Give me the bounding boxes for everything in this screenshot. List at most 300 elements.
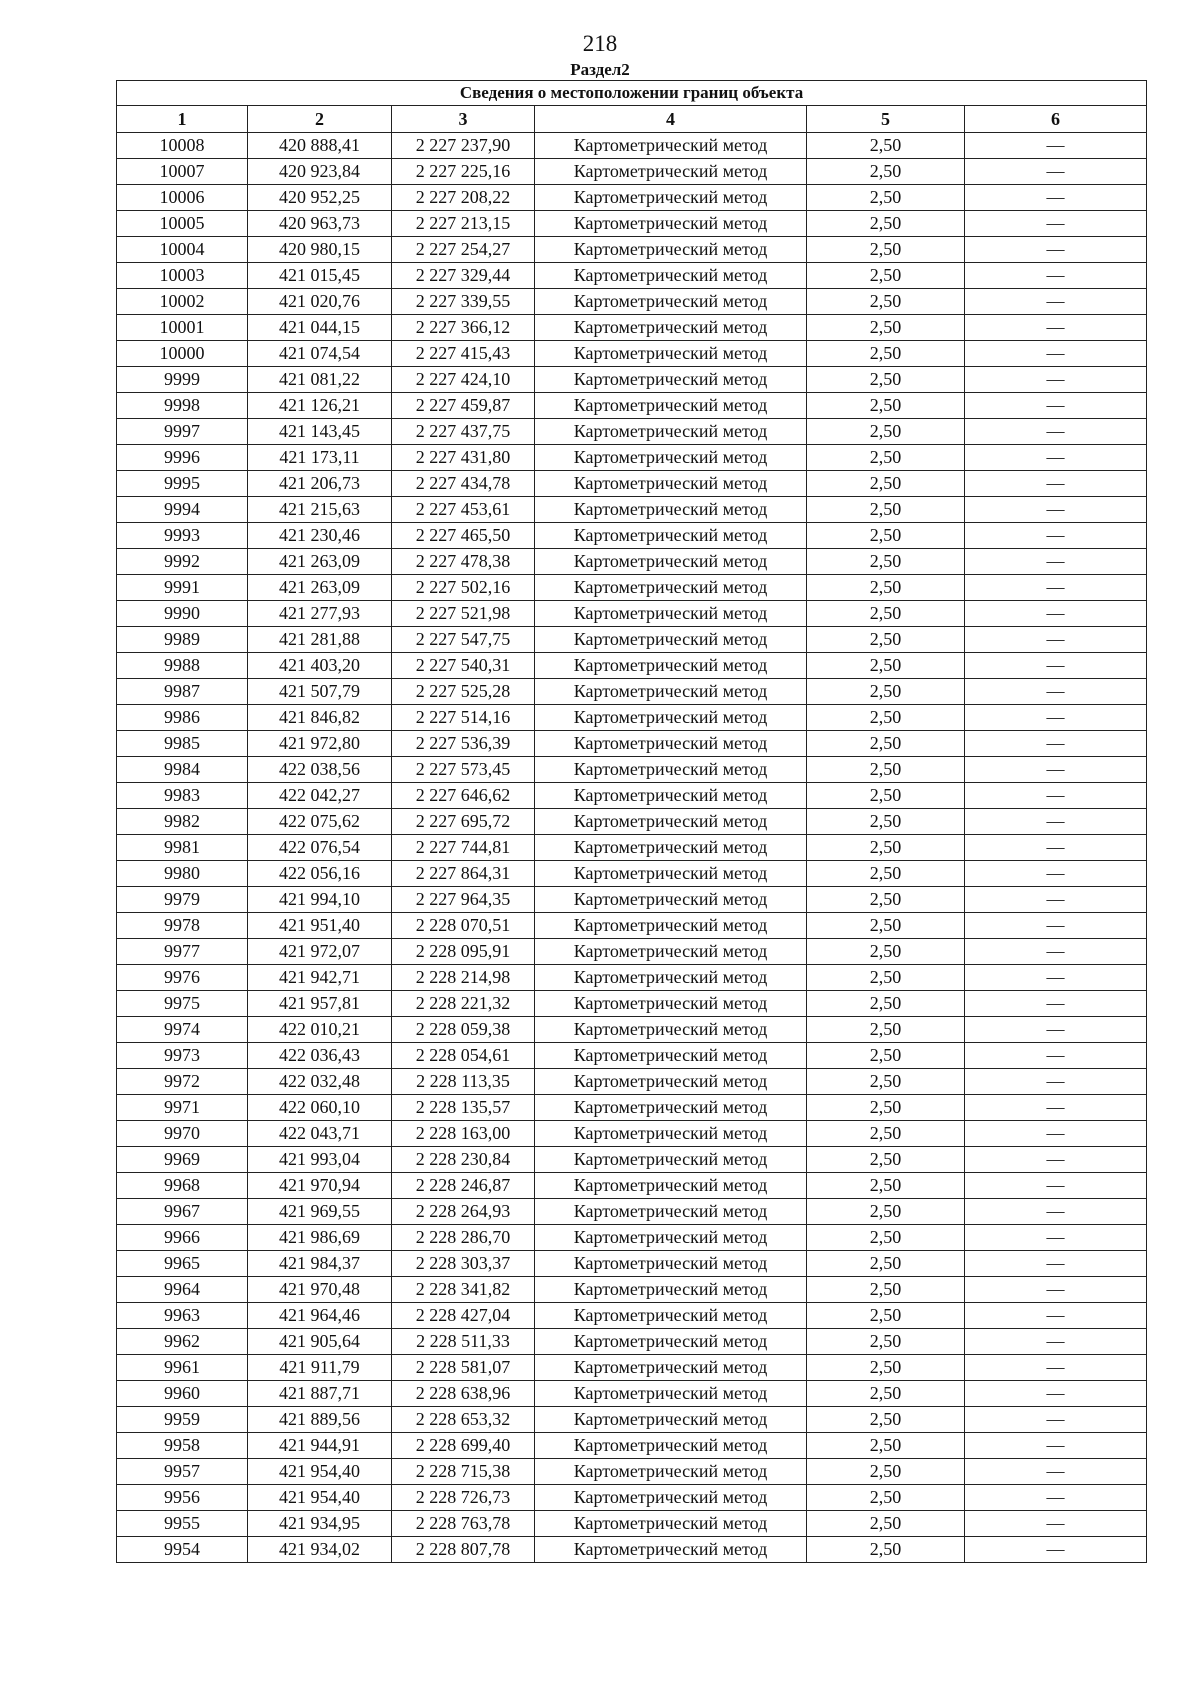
accuracy-cell: 2,50	[807, 939, 965, 965]
point-number-cell: 9973	[117, 1043, 248, 1069]
method-cell: Картометрический метод	[535, 913, 807, 939]
point-number-cell: 9977	[117, 939, 248, 965]
method-cell: Картометрический метод	[535, 289, 807, 315]
y-coordinate-cell: 2 227 213,15	[392, 211, 535, 237]
accuracy-cell: 2,50	[807, 1225, 965, 1251]
y-coordinate-cell: 2 227 225,16	[392, 159, 535, 185]
y-coordinate-cell: 2 228 095,91	[392, 939, 535, 965]
y-coordinate-cell: 2 227 525,28	[392, 679, 535, 705]
description-cell: —	[965, 887, 1147, 913]
table-row	[117, 601, 1147, 627]
description-cell: —	[965, 1485, 1147, 1511]
description-cell: —	[965, 1381, 1147, 1407]
method-cell: Картометрический метод	[535, 601, 807, 627]
method-cell: Картометрический метод	[535, 731, 807, 757]
y-coordinate-cell: 2 228 070,51	[392, 913, 535, 939]
accuracy-cell: 2,50	[807, 627, 965, 653]
accuracy-cell: 2,50	[807, 211, 965, 237]
accuracy-cell: 2,50	[807, 1199, 965, 1225]
point-number-cell: 9978	[117, 913, 248, 939]
y-coordinate-cell: 2 228 054,61	[392, 1043, 535, 1069]
point-number-cell: 10007	[117, 159, 248, 185]
x-coordinate-cell: 421 230,46	[248, 523, 392, 549]
method-cell: Картометрический метод	[535, 1225, 807, 1251]
x-coordinate-cell: 422 056,16	[248, 861, 392, 887]
x-coordinate-cell: 421 984,37	[248, 1251, 392, 1277]
y-coordinate-cell: 2 227 514,16	[392, 705, 535, 731]
method-cell: Картометрический метод	[535, 965, 807, 991]
description-cell: —	[965, 315, 1147, 341]
table-row	[117, 1381, 1147, 1407]
table-row	[117, 679, 1147, 705]
description-cell: —	[965, 1355, 1147, 1381]
method-cell: Картометрический метод	[535, 159, 807, 185]
accuracy-cell: 2,50	[807, 289, 965, 315]
table-row	[117, 1173, 1147, 1199]
description-cell: —	[965, 1433, 1147, 1459]
point-number-cell: 9961	[117, 1355, 248, 1381]
description-cell: —	[965, 575, 1147, 601]
y-coordinate-cell: 2 227 437,75	[392, 419, 535, 445]
description-cell: —	[965, 861, 1147, 887]
description-cell: —	[965, 731, 1147, 757]
method-cell: Картометрический метод	[535, 445, 807, 471]
method-cell: Картометрический метод	[535, 419, 807, 445]
method-cell: Картометрический метод	[535, 575, 807, 601]
x-coordinate-cell: 421 889,56	[248, 1407, 392, 1433]
point-number-cell: 10000	[117, 341, 248, 367]
accuracy-cell: 2,50	[807, 1381, 965, 1407]
method-cell: Картометрический метод	[535, 809, 807, 835]
x-coordinate-cell: 422 036,43	[248, 1043, 392, 1069]
y-coordinate-cell: 2 227 521,98	[392, 601, 535, 627]
point-number-cell: 9981	[117, 835, 248, 861]
table-row	[117, 1147, 1147, 1173]
y-coordinate-cell: 2 227 695,72	[392, 809, 535, 835]
point-number-cell: 9957	[117, 1459, 248, 1485]
y-coordinate-cell: 2 227 646,62	[392, 783, 535, 809]
y-coordinate-cell: 2 227 208,22	[392, 185, 535, 211]
x-coordinate-cell: 421 126,21	[248, 393, 392, 419]
column-header-5: 5	[807, 106, 965, 133]
point-number-cell: 9971	[117, 1095, 248, 1121]
table-body	[117, 133, 1147, 1563]
method-cell: Картометрический метод	[535, 1459, 807, 1485]
accuracy-cell: 2,50	[807, 1121, 965, 1147]
method-cell: Картометрический метод	[535, 705, 807, 731]
method-cell: Картометрический метод	[535, 1277, 807, 1303]
table-row	[117, 1225, 1147, 1251]
y-coordinate-cell: 2 227 424,10	[392, 367, 535, 393]
table-row	[117, 237, 1147, 263]
table-row	[117, 1459, 1147, 1485]
description-cell: —	[965, 367, 1147, 393]
y-coordinate-cell: 2 227 453,61	[392, 497, 535, 523]
description-cell: —	[965, 1303, 1147, 1329]
table-row	[117, 1095, 1147, 1121]
method-cell: Картометрический метод	[535, 627, 807, 653]
description-cell: —	[965, 133, 1147, 159]
y-coordinate-cell: 2 227 237,90	[392, 133, 535, 159]
description-cell: —	[965, 263, 1147, 289]
x-coordinate-cell: 421 934,95	[248, 1511, 392, 1537]
x-coordinate-cell: 421 972,07	[248, 939, 392, 965]
x-coordinate-cell: 420 952,25	[248, 185, 392, 211]
description-cell: —	[965, 341, 1147, 367]
y-coordinate-cell: 2 228 230,84	[392, 1147, 535, 1173]
y-coordinate-cell: 2 227 254,27	[392, 237, 535, 263]
point-number-cell: 9984	[117, 757, 248, 783]
boundary-coordinates-table	[116, 80, 1147, 1563]
method-cell: Картометрический метод	[535, 1303, 807, 1329]
table-row	[117, 1199, 1147, 1225]
y-coordinate-cell: 2 227 434,78	[392, 471, 535, 497]
description-cell: —	[965, 523, 1147, 549]
table-row	[117, 1121, 1147, 1147]
table-row	[117, 939, 1147, 965]
table-row	[117, 1043, 1147, 1069]
x-coordinate-cell: 421 206,73	[248, 471, 392, 497]
point-number-cell: 9991	[117, 575, 248, 601]
accuracy-cell: 2,50	[807, 835, 965, 861]
x-coordinate-cell: 421 143,45	[248, 419, 392, 445]
accuracy-cell: 2,50	[807, 471, 965, 497]
description-cell: —	[965, 965, 1147, 991]
x-coordinate-cell: 421 970,94	[248, 1173, 392, 1199]
accuracy-cell: 2,50	[807, 367, 965, 393]
y-coordinate-cell: 2 227 573,45	[392, 757, 535, 783]
accuracy-cell: 2,50	[807, 1277, 965, 1303]
accuracy-cell: 2,50	[807, 159, 965, 185]
x-coordinate-cell: 421 986,69	[248, 1225, 392, 1251]
y-coordinate-cell: 2 227 366,12	[392, 315, 535, 341]
table-row	[117, 1407, 1147, 1433]
point-number-cell: 9999	[117, 367, 248, 393]
y-coordinate-cell: 2 227 415,43	[392, 341, 535, 367]
table-row	[117, 1251, 1147, 1277]
y-coordinate-cell: 2 228 246,87	[392, 1173, 535, 1199]
point-number-cell: 9955	[117, 1511, 248, 1537]
description-cell: —	[965, 913, 1147, 939]
accuracy-cell: 2,50	[807, 237, 965, 263]
x-coordinate-cell: 421 281,88	[248, 627, 392, 653]
x-coordinate-cell: 422 032,48	[248, 1069, 392, 1095]
description-cell: —	[965, 419, 1147, 445]
method-cell: Картометрический метод	[535, 1433, 807, 1459]
method-cell: Картометрический метод	[535, 315, 807, 341]
description-cell: —	[965, 757, 1147, 783]
point-number-cell: 10005	[117, 211, 248, 237]
method-cell: Картометрический метод	[535, 991, 807, 1017]
description-cell: —	[965, 1225, 1147, 1251]
description-cell: —	[965, 835, 1147, 861]
table-row	[117, 913, 1147, 939]
y-coordinate-cell: 2 227 502,16	[392, 575, 535, 601]
y-coordinate-cell: 2 228 135,57	[392, 1095, 535, 1121]
accuracy-cell: 2,50	[807, 1017, 965, 1043]
table-row	[117, 211, 1147, 237]
accuracy-cell: 2,50	[807, 263, 965, 289]
accuracy-cell: 2,50	[807, 185, 965, 211]
x-coordinate-cell: 422 042,27	[248, 783, 392, 809]
accuracy-cell: 2,50	[807, 913, 965, 939]
accuracy-cell: 2,50	[807, 1069, 965, 1095]
table-row	[117, 263, 1147, 289]
method-cell: Картометрический метод	[535, 939, 807, 965]
table-caption-row	[117, 81, 1147, 106]
table-row	[117, 757, 1147, 783]
method-cell: Картометрический метод	[535, 211, 807, 237]
point-number-cell: 10001	[117, 315, 248, 341]
accuracy-cell: 2,50	[807, 1173, 965, 1199]
column-header-2: 2	[248, 106, 392, 133]
x-coordinate-cell: 421 957,81	[248, 991, 392, 1017]
point-number-cell: 9967	[117, 1199, 248, 1225]
table-row	[117, 861, 1147, 887]
point-number-cell: 9958	[117, 1433, 248, 1459]
y-coordinate-cell: 2 228 581,07	[392, 1355, 535, 1381]
point-number-cell: 9992	[117, 549, 248, 575]
x-coordinate-cell: 421 074,54	[248, 341, 392, 367]
accuracy-cell: 2,50	[807, 1459, 965, 1485]
x-coordinate-cell: 421 911,79	[248, 1355, 392, 1381]
y-coordinate-cell: 2 227 459,87	[392, 393, 535, 419]
x-coordinate-cell: 421 951,40	[248, 913, 392, 939]
accuracy-cell: 2,50	[807, 783, 965, 809]
y-coordinate-cell: 2 227 431,80	[392, 445, 535, 471]
x-coordinate-cell: 420 980,15	[248, 237, 392, 263]
method-cell: Картометрический метод	[535, 549, 807, 575]
x-coordinate-cell: 421 015,45	[248, 263, 392, 289]
description-cell: —	[965, 1095, 1147, 1121]
accuracy-cell: 2,50	[807, 991, 965, 1017]
table-row	[117, 1277, 1147, 1303]
table-row	[117, 471, 1147, 497]
x-coordinate-cell: 420 923,84	[248, 159, 392, 185]
method-cell: Картометрический метод	[535, 1511, 807, 1537]
table-row	[117, 445, 1147, 471]
x-coordinate-cell: 421 846,82	[248, 705, 392, 731]
description-cell: —	[965, 653, 1147, 679]
method-cell: Картометрический метод	[535, 1173, 807, 1199]
table-row	[117, 523, 1147, 549]
point-number-cell: 9986	[117, 705, 248, 731]
point-number-cell: 9980	[117, 861, 248, 887]
table-caption: Сведения о местоположении границ объекта	[117, 81, 1147, 106]
y-coordinate-cell: 2 228 511,33	[392, 1329, 535, 1355]
method-cell: Картометрический метод	[535, 1147, 807, 1173]
description-cell: —	[965, 471, 1147, 497]
table-row	[117, 549, 1147, 575]
y-coordinate-cell: 2 228 286,70	[392, 1225, 535, 1251]
description-cell: —	[965, 393, 1147, 419]
x-coordinate-cell: 421 954,40	[248, 1459, 392, 1485]
accuracy-cell: 2,50	[807, 601, 965, 627]
point-number-cell: 9988	[117, 653, 248, 679]
point-number-cell: 9989	[117, 627, 248, 653]
point-number-cell: 9987	[117, 679, 248, 705]
x-coordinate-cell: 421 969,55	[248, 1199, 392, 1225]
table-row	[117, 367, 1147, 393]
table-row	[117, 289, 1147, 315]
point-number-cell: 10004	[117, 237, 248, 263]
point-number-cell: 9964	[117, 1277, 248, 1303]
method-cell: Картометрический метод	[535, 757, 807, 783]
x-coordinate-cell: 421 215,63	[248, 497, 392, 523]
point-number-cell: 9995	[117, 471, 248, 497]
point-number-cell: 9979	[117, 887, 248, 913]
description-cell: —	[965, 939, 1147, 965]
accuracy-cell: 2,50	[807, 549, 965, 575]
y-coordinate-cell: 2 228 214,98	[392, 965, 535, 991]
y-coordinate-cell: 2 227 536,39	[392, 731, 535, 757]
point-number-cell: 9990	[117, 601, 248, 627]
column-header-4: 4	[535, 106, 807, 133]
method-cell: Картометрический метод	[535, 237, 807, 263]
method-cell: Картометрический метод	[535, 1043, 807, 1069]
column-header-1: 1	[117, 106, 248, 133]
y-coordinate-cell: 2 228 715,38	[392, 1459, 535, 1485]
description-cell: —	[965, 289, 1147, 315]
table-row	[117, 653, 1147, 679]
table-row	[117, 185, 1147, 211]
x-coordinate-cell: 421 970,48	[248, 1277, 392, 1303]
accuracy-cell: 2,50	[807, 1095, 965, 1121]
point-number-cell: 10008	[117, 133, 248, 159]
point-number-cell: 9954	[117, 1537, 248, 1563]
column-header-6: 6	[965, 106, 1147, 133]
table-row	[117, 1329, 1147, 1355]
table-row	[117, 835, 1147, 861]
accuracy-cell: 2,50	[807, 1355, 965, 1381]
point-number-cell: 9985	[117, 731, 248, 757]
method-cell: Картометрический метод	[535, 1121, 807, 1147]
table-row	[117, 159, 1147, 185]
description-cell: —	[965, 1277, 1147, 1303]
table-row	[117, 991, 1147, 1017]
description-cell: —	[965, 783, 1147, 809]
description-cell: —	[965, 1537, 1147, 1563]
description-cell: —	[965, 679, 1147, 705]
accuracy-cell: 2,50	[807, 315, 965, 341]
y-coordinate-cell: 2 228 726,73	[392, 1485, 535, 1511]
description-cell: —	[965, 809, 1147, 835]
method-cell: Картометрический метод	[535, 1251, 807, 1277]
x-coordinate-cell: 422 075,62	[248, 809, 392, 835]
x-coordinate-cell: 421 887,71	[248, 1381, 392, 1407]
accuracy-cell: 2,50	[807, 1043, 965, 1069]
method-cell: Картометрический метод	[535, 679, 807, 705]
method-cell: Картометрический метод	[535, 653, 807, 679]
x-coordinate-cell: 421 044,15	[248, 315, 392, 341]
point-number-cell: 9983	[117, 783, 248, 809]
x-coordinate-cell: 421 954,40	[248, 1485, 392, 1511]
x-coordinate-cell: 420 963,73	[248, 211, 392, 237]
description-cell: —	[965, 1251, 1147, 1277]
point-number-cell: 10003	[117, 263, 248, 289]
method-cell: Картометрический метод	[535, 1329, 807, 1355]
y-coordinate-cell: 2 227 540,31	[392, 653, 535, 679]
method-cell: Картометрический метод	[535, 1355, 807, 1381]
point-number-cell: 9976	[117, 965, 248, 991]
accuracy-cell: 2,50	[807, 1433, 965, 1459]
accuracy-cell: 2,50	[807, 757, 965, 783]
table-row	[117, 419, 1147, 445]
method-cell: Картометрический метод	[535, 1199, 807, 1225]
x-coordinate-cell: 421 972,80	[248, 731, 392, 757]
accuracy-cell: 2,50	[807, 393, 965, 419]
description-cell: —	[965, 1199, 1147, 1225]
point-number-cell: 9974	[117, 1017, 248, 1043]
method-cell: Картометрический метод	[535, 341, 807, 367]
description-cell: —	[965, 1121, 1147, 1147]
method-cell: Картометрический метод	[535, 367, 807, 393]
x-coordinate-cell: 421 905,64	[248, 1329, 392, 1355]
point-number-cell: 9960	[117, 1381, 248, 1407]
method-cell: Картометрический метод	[535, 1485, 807, 1511]
description-cell: —	[965, 1017, 1147, 1043]
accuracy-cell: 2,50	[807, 133, 965, 159]
accuracy-cell: 2,50	[807, 809, 965, 835]
description-cell: —	[965, 497, 1147, 523]
table-row	[117, 809, 1147, 835]
table-row	[117, 1485, 1147, 1511]
description-cell: —	[965, 185, 1147, 211]
x-coordinate-cell: 421 507,79	[248, 679, 392, 705]
y-coordinate-cell: 2 228 427,04	[392, 1303, 535, 1329]
accuracy-cell: 2,50	[807, 679, 965, 705]
description-cell: —	[965, 1147, 1147, 1173]
method-cell: Картометрический метод	[535, 1537, 807, 1563]
y-coordinate-cell: 2 227 329,44	[392, 263, 535, 289]
x-coordinate-cell: 421 942,71	[248, 965, 392, 991]
point-number-cell: 9963	[117, 1303, 248, 1329]
table-row	[117, 1433, 1147, 1459]
accuracy-cell: 2,50	[807, 523, 965, 549]
accuracy-cell: 2,50	[807, 341, 965, 367]
table-row	[117, 627, 1147, 653]
description-cell: —	[965, 1173, 1147, 1199]
x-coordinate-cell: 422 060,10	[248, 1095, 392, 1121]
y-coordinate-cell: 2 227 964,35	[392, 887, 535, 913]
table-row	[117, 341, 1147, 367]
accuracy-cell: 2,50	[807, 731, 965, 757]
method-cell: Картометрический метод	[535, 861, 807, 887]
method-cell: Картометрический метод	[535, 471, 807, 497]
x-coordinate-cell: 420 888,41	[248, 133, 392, 159]
table-row	[117, 1511, 1147, 1537]
y-coordinate-cell: 2 228 303,37	[392, 1251, 535, 1277]
accuracy-cell: 2,50	[807, 1251, 965, 1277]
method-cell: Картометрический метод	[535, 1017, 807, 1043]
y-coordinate-cell: 2 227 465,50	[392, 523, 535, 549]
accuracy-cell: 2,50	[807, 705, 965, 731]
point-number-cell: 9965	[117, 1251, 248, 1277]
x-coordinate-cell: 421 964,46	[248, 1303, 392, 1329]
y-coordinate-cell: 2 227 744,81	[392, 835, 535, 861]
x-coordinate-cell: 421 403,20	[248, 653, 392, 679]
accuracy-cell: 2,50	[807, 575, 965, 601]
method-cell: Картометрический метод	[535, 1069, 807, 1095]
y-coordinate-cell: 2 228 163,00	[392, 1121, 535, 1147]
description-cell: —	[965, 1511, 1147, 1537]
x-coordinate-cell: 421 263,09	[248, 549, 392, 575]
description-cell: —	[965, 211, 1147, 237]
table-row	[117, 497, 1147, 523]
accuracy-cell: 2,50	[807, 1485, 965, 1511]
y-coordinate-cell: 2 228 638,96	[392, 1381, 535, 1407]
description-cell: —	[965, 1069, 1147, 1095]
